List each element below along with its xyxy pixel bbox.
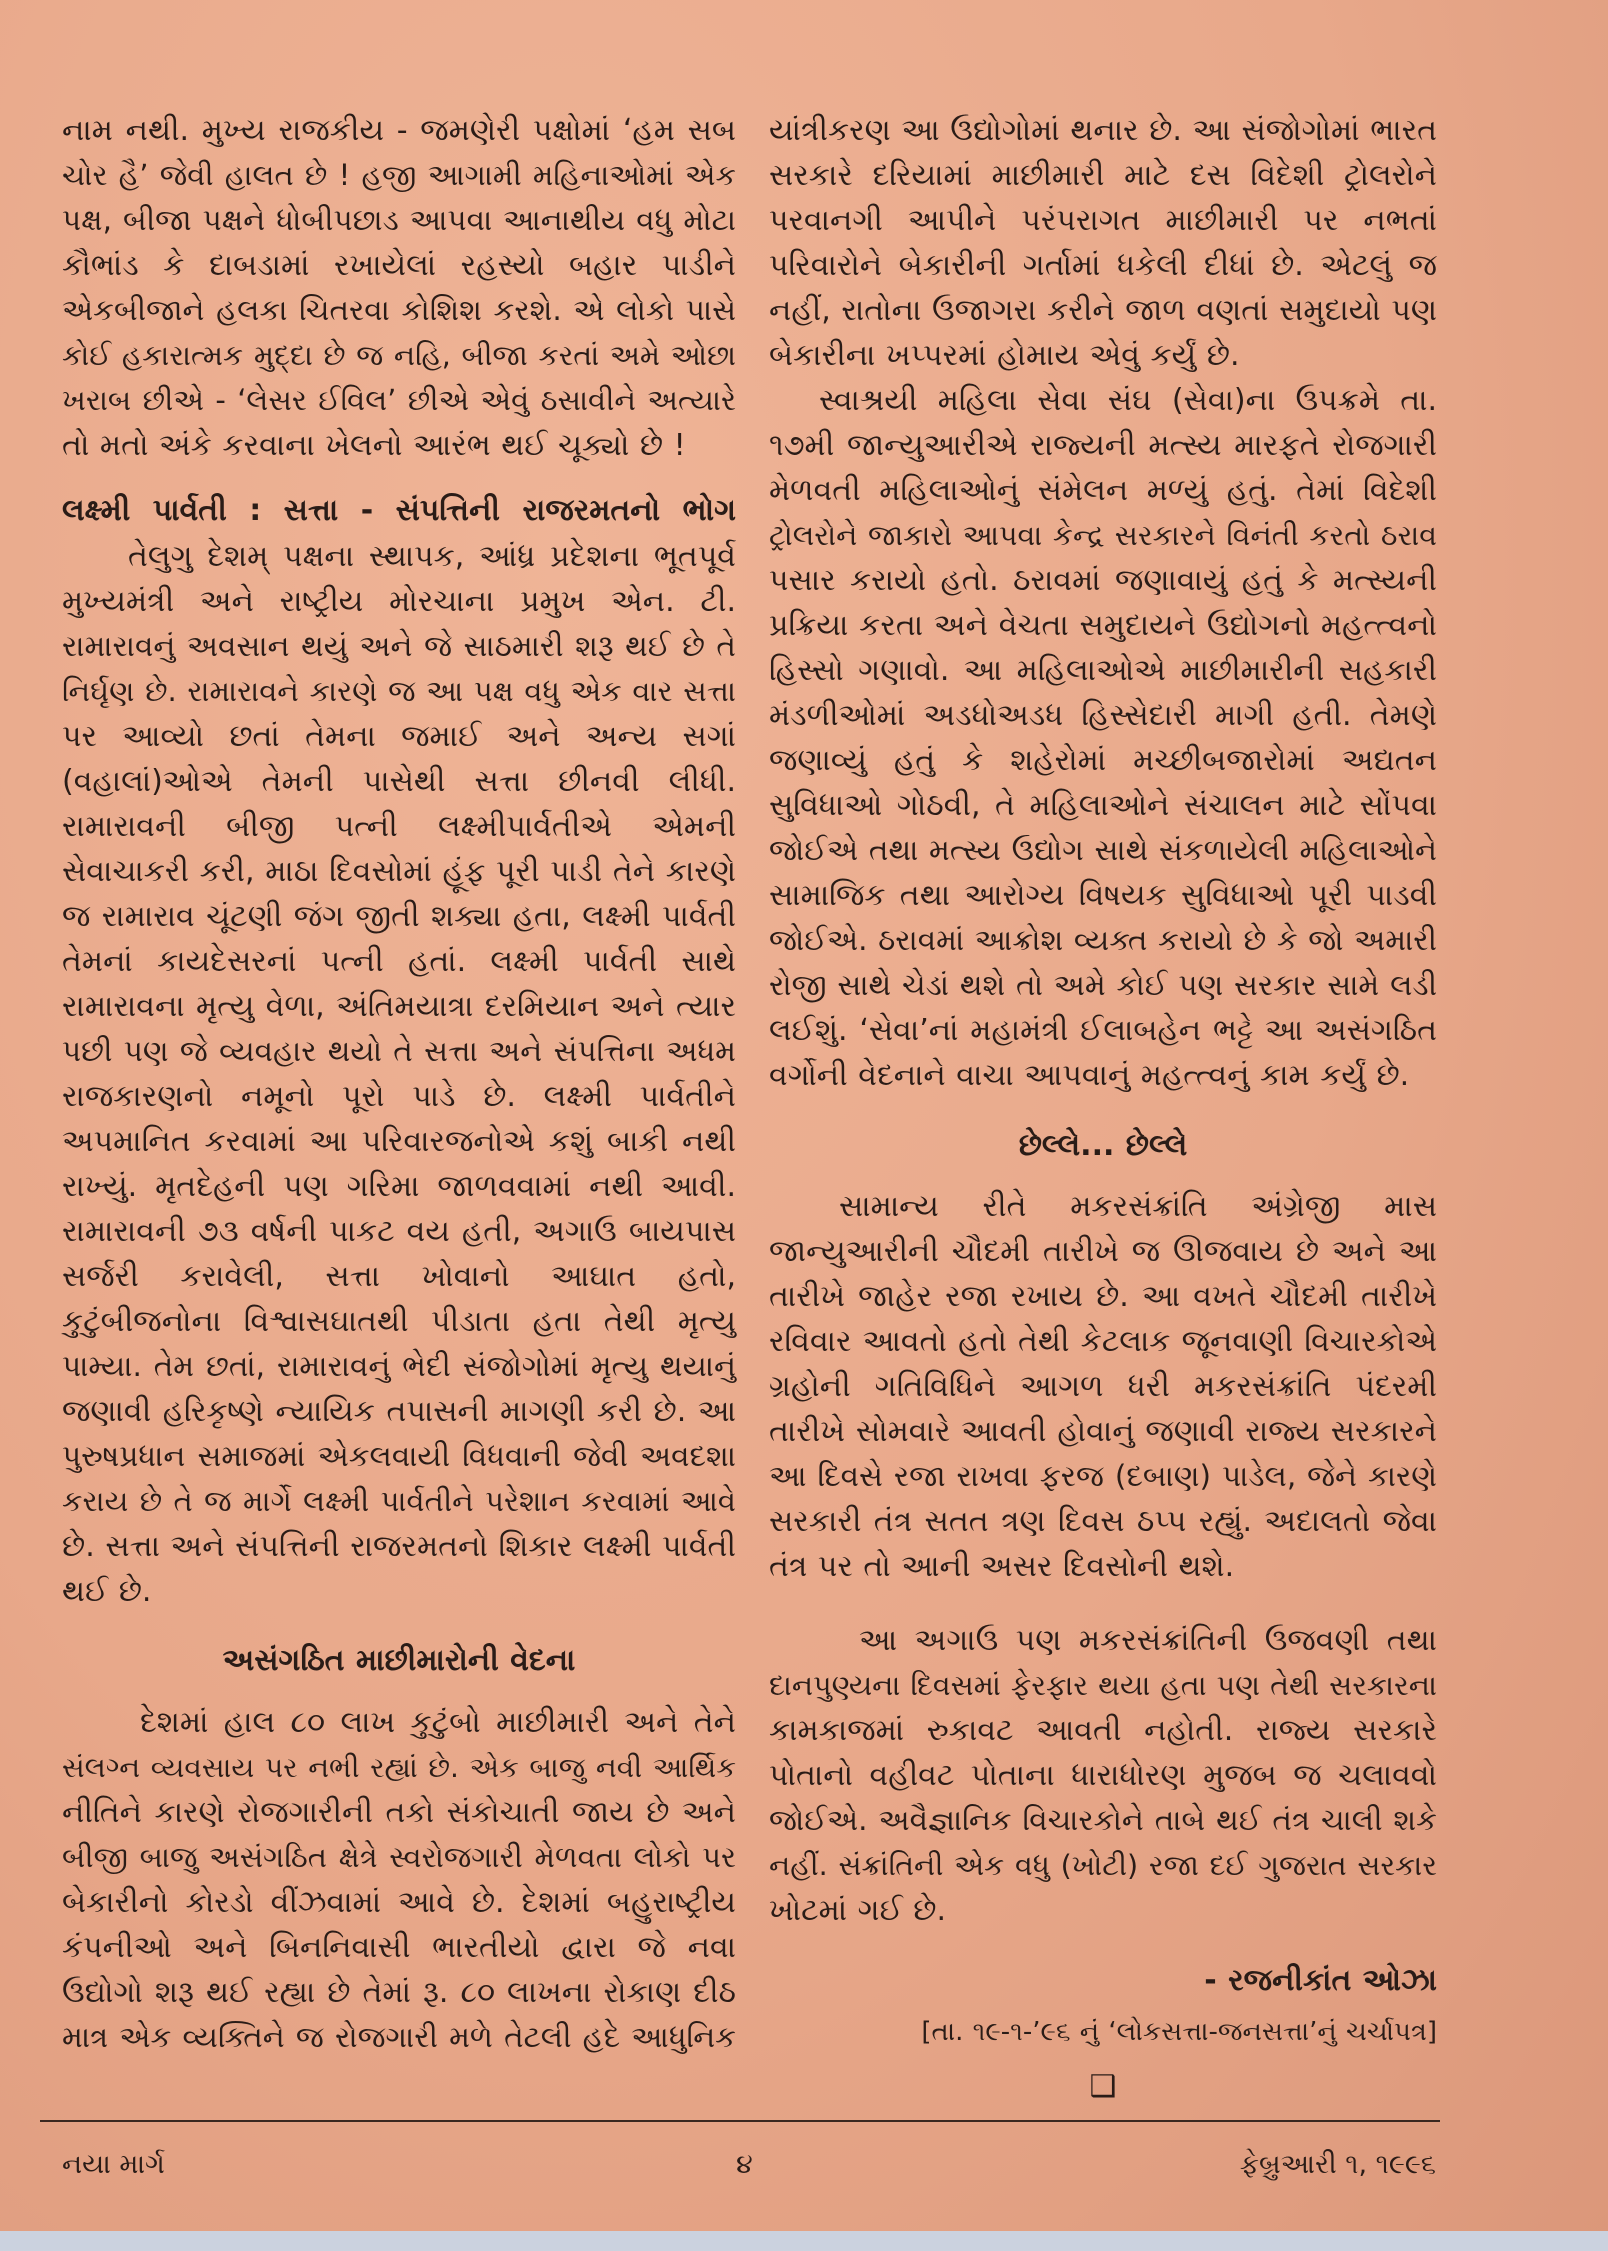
text-line: દેશમાં હાલ ૮૦ લાખ કુટુંબો માછીમારી અને તેને	[140, 1705, 736, 1740]
byline-source: [તા. ૧૯-૧-’૯૬ નું ‘લોકસત્તા-જનસત્તા’નું ચર્ચાપત્ર]	[921, 2017, 1437, 2047]
footer-rule	[40, 2120, 1440, 2122]
text-line: લઈશું. ‘સેવા’નાં મહામંત્રી ઈલાબહેન ભટ્ટે આ અસંગઠિત	[769, 1013, 1437, 1048]
text-line: તારીખે સોમવારે આવતી હોવાનું જણાવી રાજ્ય સરકારને	[769, 1414, 1437, 1449]
text-line: નહીં, રાતોના ઉજાગરા કરીને જાળ વણતાં સમુદાયો પણ	[769, 293, 1437, 328]
footer-page-number: ૪	[736, 2149, 753, 2180]
text-line: ગ્રહોની ગતિવિધિને આગળ ધરી મકરસંક્રાંતિ પંદરમી	[769, 1369, 1437, 1404]
text-line: કંપનીઓ અને બિનનિવાસી ભારતીયો દ્વારા જે નવા	[62, 1930, 736, 1965]
text-line: સરકારી તંત્ર સતત ત્રણ દિવસ ઠપ્પ રહ્યું. અદાલતો જેવા	[769, 1504, 1437, 1539]
scan-bottom-edge	[0, 2231, 1608, 2251]
paragraph	[769, 378, 1437, 1098]
text-line: સેવાચાકરી કરી, માઠા દિવસોમાં હૂંફ પૂરી પાડી તેને કારણે	[62, 854, 736, 889]
text-line: તેમનાં કાયદેસરનાં પત્ની હતાં. લક્ષ્મી પાર્વતી સાથે	[62, 944, 736, 979]
text-line: આ અગાઉ પણ મકરસંક્રાંતિની ઉજવણી તથા	[859, 1623, 1437, 1658]
text-line: સર્જરી કરાવેલી, સત્તા ખોવાનો આઘાત હતો,	[62, 1259, 736, 1294]
text-line: પછી પણ જે વ્યવહાર થયો તે સત્તા અને સંપત્તિના અધમ	[62, 1034, 736, 1068]
text-line: કરાય છે તે જ માર્ગે લક્ષ્મી પાર્વતીને પરેશાન કરવામાં આવે	[62, 1484, 736, 1518]
text-line: જણાવ્યું હતું કે શહેરોમાં મચ્છીબજારોમાં અદ્યતન	[769, 743, 1437, 778]
text-line: દાનપુણ્યના દિવસમાં ફેરફાર થયા હતા પણ તેથી સરકારના	[769, 1669, 1437, 1702]
text-line: રામારાવની ૭૩ વર્ષની પાકટ વય હતી, અગાઉ બાયપાસ	[62, 1214, 736, 1249]
section-heading	[769, 1123, 1437, 1168]
text-line: પ્રક્રિયા કરતા અને વેચતા સમુદાયને ઉદ્યોગનો મહત્ત્વનો	[769, 608, 1437, 643]
text-line: નીતિને કારણે રોજગારીની તકો સંકોચાતી જાય છે અને	[62, 1795, 736, 1830]
text-line: ખોટમાં ગઈ છે.	[769, 1893, 947, 1928]
paragraph	[62, 534, 736, 1614]
text-line: કૌભાંડ કે દાબડામાં રખાયેલાં રહસ્યો બહાર પાડીને	[62, 248, 736, 283]
paragraph	[62, 1700, 736, 2060]
text-line: જોઈએ. અવૈજ્ઞાનિક વિચારકોને તાબે થઈ તંત્ર ચાલી શકે	[769, 1803, 1437, 1837]
text-line: એકબીજાને હલકા ચિતરવા કોશિશ કરશે. એ લોકો પાસે	[62, 293, 736, 327]
text-line: નામ નથી. મુખ્ય રાજકીય - જમણેરી પક્ષોમાં ‘હમ સબ	[62, 113, 736, 148]
text-line: સરકારે દરિયામાં માછીમારી માટે દસ વિદેશી ટ્રોલરોને	[769, 158, 1437, 193]
text-line: સંલગ્ન વ્યવસાય પર નભી રહ્યાં છે. એક બાજુ નવી આર્થિક	[62, 1751, 736, 1784]
text-line: પુરુષપ્રધાન સમાજમાં એકલવાયી વિધવાની જેવી અવદશા	[62, 1439, 736, 1473]
text-line: અપમાનિત કરવામાં આ પરિવારજનોએ કશું બાકી નથી	[62, 1124, 736, 1159]
text-line: બેકારીનો કોરડો વીંઝવામાં આવે છે. દેશમાં બહુરાષ્ટ્રીય	[62, 1885, 736, 1920]
text-line: બીજી બાજુ અસંગઠિત ક્ષેત્રે સ્વરોજગારી મેળવતા લોકો પર	[62, 1840, 736, 1874]
text-line: માત્ર એક વ્યક્તિને જ રોજગારી મળે તેટલી હદે આધુનિક	[62, 2020, 736, 2054]
paragraph	[62, 108, 736, 468]
text-line: ૧૭મી જાન્યુઆરીએ રાજ્યની મત્સ્ય મારફતે રોજગારી	[769, 428, 1437, 463]
text-line: રવિવાર આવતો હતો તેથી કેટલાક જૂનવાણી વિચારકોએ	[769, 1324, 1437, 1359]
section-heading-text: છેલ્લે... છેલ્લે	[1018, 1128, 1188, 1163]
text-line: છે. સત્તા અને સંપત્તિની રાજરમતનો શિકાર લક્ષ્મી પાર્વતી	[62, 1529, 736, 1564]
end-mark-block	[769, 2064, 1437, 2109]
text-line: પર આવ્યો છતાં તેમના જમાઈ અને અન્ય સગાં	[62, 719, 736, 754]
text-line: રામારાવની બીજી પત્ની લક્ષ્મીપાર્વતીએ એમની	[62, 809, 736, 844]
text-line: પરવાનગી આપીને પરંપરાગત માછીમારી પર નભતાં	[769, 203, 1437, 238]
text-line: રામારાવનું અવસાન થયું અને જે સાઠમારી શરૂ થઈ છે તે	[62, 629, 736, 663]
byline-source-block	[769, 2010, 1437, 2055]
section-heading-text: લક્ષ્મી પાર્વતી : સત્તા - સંપત્તિની રાજરમતનો ભોગ	[62, 493, 736, 528]
text-line: કોઈ હકારાત્મક મુદ્દા છે જ નહિ, બીજા કરતાં અમે ઓછા	[62, 339, 736, 372]
text-line: નિર્ઘૃણ છે. રામારાવને કારણે જ આ પક્ષ વધુ એક વાર સત્તા	[62, 674, 736, 708]
text-line: સામાન્ય રીતે મકરસંક્રાંતિ અંગ્રેજી માસ	[839, 1189, 1437, 1224]
text-line: આ દિવસે રજા રાખવા ફરજ (દબાણ) પાડેલ, જેને કારણે	[769, 1459, 1437, 1493]
end-mark-icon: ❑	[1089, 2069, 1117, 2104]
text-line: મેળવતી મહિલાઓનું સંમેલન મળ્યું હતું. તેમાં વિદેશી	[769, 473, 1437, 508]
text-line: તો મતો અંકે કરવાના ખેલનો આરંભ થઈ ચૂક્યો છે !	[62, 428, 686, 463]
text-line: જાન્યુઆરીની ચૌદમી તારીખે જ ઊજવાય છે અને આ	[769, 1234, 1437, 1269]
text-line: પોતાનો વહીવટ પોતાના ધારાધોરણ મુજબ જ ચલાવવો	[769, 1758, 1437, 1793]
text-line: ટ્રોલરોને જાકારો આપવા કેન્દ્ર સરકારને વિનંતી કરતો ઠરાવ	[769, 519, 1437, 552]
text-line: જોઈએ. ઠરાવમાં આક્રોશ વ્યક્ત કરાયો છે કે જો અમારી	[769, 923, 1437, 957]
text-line: ચોર હૈ’ જેવી હાલત છે ! હજી આગામી મહિનાઓમાં એક	[62, 158, 736, 192]
text-line: સામાજિક તથા આરોગ્ય વિષયક સુવિધાઓ પૂરી પાડવી	[769, 878, 1437, 913]
section-heading	[62, 1638, 736, 1683]
text-line: મંડળીઓમાં અડધોઅડધ હિસ્સેદારી માગી હતી. તેમણે	[769, 698, 1437, 733]
text-line: ખરાબ છીએ - ‘લેસર ઈવિલ’ છીએ એવું ઠસાવીને અત્યારે	[62, 383, 736, 417]
text-line: યાંત્રીકરણ આ ઉદ્યોગોમાં થનાર છે. આ સંજોગોમાં ભારત	[769, 113, 1437, 148]
section-heading-text: અસંગઠિત માછીમારોની વેદના	[222, 1643, 576, 1678]
text-line: બેકારીના ખપ્પરમાં હોમાય એવું કર્યું છે.	[769, 338, 1240, 373]
text-line: નહીં. સંક્રાંતિની એક વધુ (ખોટી) રજા દઈ ગુજરાત સરકાર	[769, 1849, 1437, 1882]
text-line: સુવિધાઓ ગોઠવી, તે મહિલાઓને સંચાલન માટે સોંપવા	[769, 788, 1437, 823]
text-line: જણાવી હરિકૃષ્ણે ન્યાયિક તપાસની માગણી કરી છે. આ	[62, 1394, 736, 1429]
text-line: રાજકારણનો નમૂનો પૂરો પાડે છે. લક્ષ્મી પાર્વતીને	[62, 1079, 736, 1114]
text-line: રોજી સાથે ચેડાં થશે તો અમે કોઈ પણ સરકાર સામે લડી	[769, 968, 1437, 1002]
text-line: સ્વાશ્રયી મહિલા સેવા સંઘ (સેવા)ના ઉપક્રમે તા.	[819, 383, 1437, 418]
text-line: હિસ્સો ગણાવો. આ મહિલાઓએ માછીમારીની સહકારી	[769, 653, 1437, 688]
text-line: રામારાવના મૃત્યુ વેળા, અંતિમયાત્રા દરમિયાન અને ત્યાર	[62, 989, 736, 1024]
text-line: ઉદ્યોગો શરૂ થઈ રહ્યા છે તેમાં રૂ. ૮૦ લાખના રોકાણ દીઠ	[62, 1975, 736, 2010]
text-line: જ રામારાવ ચૂંટણી જંગ જીતી શક્યા હતા, લક્ષ્મી પાર્વતી	[62, 899, 736, 934]
text-line: રાખ્યું. મૃતદેહની પણ ગરિમા જાળવવામાં નથી આવી.	[62, 1169, 736, 1204]
text-line: પસાર કરાયો હતો. ઠરાવમાં જણાવાયું હતું કે મત્સ્યની	[769, 563, 1437, 598]
byline	[769, 1958, 1437, 2003]
text-line: તારીખે જાહેર રજા રખાય છે. આ વખતે ચૌદમી તારીખે	[769, 1279, 1437, 1314]
text-line: (વહાલાં)ઓએ તેમની પાસેથી સત્તા છીનવી લીધી.	[62, 764, 736, 799]
text-line: પરિવારોને બેકારીની ગર્તામાં ધકેલી દીધાં છે. એટલું જ	[769, 248, 1437, 283]
footer-publication: નયા માર્ગ	[62, 2149, 165, 2180]
text-line: કુટુંબીજનોના વિશ્વાસઘાતથી પીડાતા હતા તેથી મૃત્યુ	[62, 1304, 736, 1339]
text-line: તંત્ર પર તો આની અસર દિવસોની થશે.	[769, 1549, 1235, 1584]
text-line: થઈ છે.	[62, 1574, 152, 1609]
paragraph	[769, 1184, 1437, 1589]
text-line: તેલુગુ દેશમ્ પક્ષના સ્થાપક, આંધ્ર પ્રદેશના ભૂતપૂર્વ	[128, 539, 736, 574]
paragraph	[769, 1618, 1437, 1933]
byline-author: - રજનીકાંત ઓઝા	[1204, 1963, 1437, 1998]
text-line: વર્ગોની વેદનાને વાચા આપવાનું મહત્ત્વનું કામ કર્યું છે.	[769, 1058, 1410, 1093]
text-line: કામકાજમાં રુકાવટ આવતી નહોતી. રાજ્ય સરકારે	[769, 1713, 1437, 1748]
text-line: પામ્યા. તેમ છતાં, રામારાવનું ભેદી સંજોગોમાં મૃત્યુ થયાનું	[62, 1349, 736, 1383]
section-heading	[62, 488, 736, 533]
paragraph	[769, 108, 1437, 378]
text-line: મુખ્યમંત્રી અને રાષ્ટ્રીય મોરચાના પ્રમુખ એન. ટી.	[62, 584, 736, 619]
text-line: પક્ષ, બીજા પક્ષને ધોબીપછાડ આપવા આનાથીય વધુ મોટા	[62, 203, 736, 237]
text-line: જોઈએ તથા મત્સ્ય ઉદ્યોગ સાથે સંકળાયેલી મહિલાઓને	[769, 833, 1437, 867]
footer-date: ફેબ્રુઆરી ૧, ૧૯૯૬	[1239, 2149, 1436, 2180]
